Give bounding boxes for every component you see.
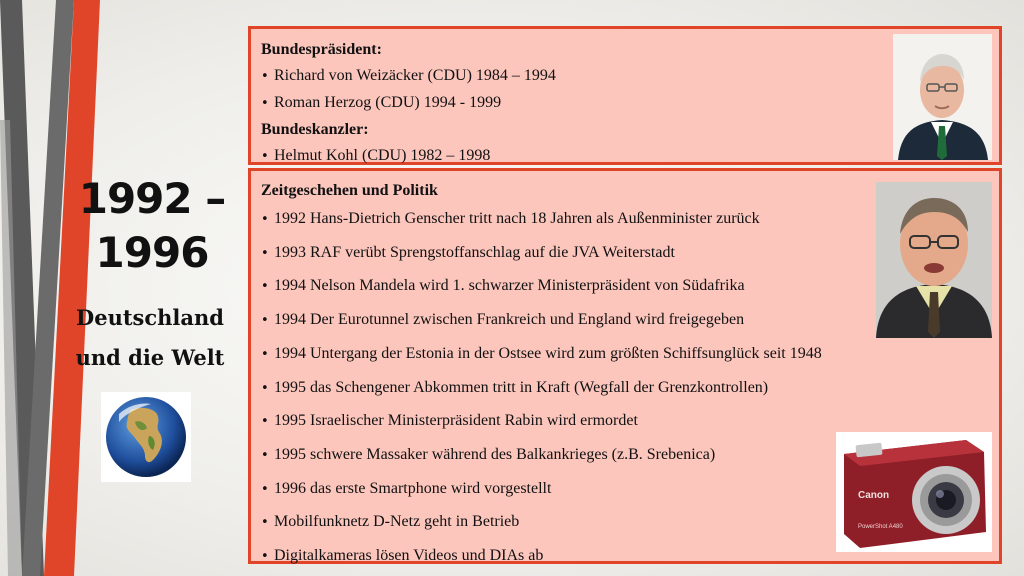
digital-camera-photo xyxy=(836,432,992,552)
list-item: • 1994 Der Eurotunnel zwischen Frankreich und England wird freigegeben xyxy=(261,304,989,338)
bullet-icon: • xyxy=(261,212,269,227)
slide-subtitle xyxy=(52,298,248,378)
list-item: • 1993 RAF verübt Sprengstoffanschlag auf die JVA Weiterstadt xyxy=(261,237,989,271)
events-heading: Zeitgeschehen und Politik xyxy=(261,182,438,199)
bullet-icon: • xyxy=(261,447,269,463)
camera-brand-label: Canon xyxy=(858,490,890,501)
bullet-icon: • xyxy=(261,414,269,430)
chancellor-heading: Bundeskanzler: xyxy=(261,121,369,138)
list-item: • 1994 Nelson Mandela wird 1. schwarzer Ministerpräsident von Südafrika xyxy=(261,270,989,304)
bullet-icon: • xyxy=(261,481,269,497)
title-line-1: 1992 – xyxy=(78,174,226,223)
list-item: • 1992 Hans-Dietrich Genscher tritt nach 18 Jahren als Außenminister zurück xyxy=(261,203,989,237)
bullet-icon: • xyxy=(261,96,269,111)
bullet-icon: • xyxy=(261,245,269,261)
decorative-stripes xyxy=(0,0,100,576)
slide-title xyxy=(62,172,242,280)
list-item: • 1995 Israelischer Ministerpräsident Rabin wird ermordet xyxy=(261,405,989,439)
subtitle-line-2: und die Welt xyxy=(75,345,225,370)
bullet-icon: • xyxy=(261,346,269,362)
bullet-icon: • xyxy=(261,279,269,295)
list-item: • 1995 das Schengener Abkommen tritt in Kraft (Wegfall der Grenzkontrollen) xyxy=(261,372,989,406)
bullet-icon: • xyxy=(261,380,269,396)
bullet-icon: • xyxy=(261,149,269,164)
list-item: • Richard von Weizäcker (CDU) 1984 – 1994 xyxy=(261,63,989,90)
subtitle-line-1: Deutschland xyxy=(76,305,224,330)
president-heading: Bundespräsident: xyxy=(261,41,382,58)
list-item: • 1995 schwere Massaker während des Balkankrieges (z.B. Srebenica) xyxy=(261,439,989,473)
list-item: • 1996 das erste Smartphone wird vorgestellt xyxy=(261,473,989,507)
list-item: • 1994 Untergang der Estonia in der Ostsee wird zum größten Schiffsunglück seit 1948 xyxy=(261,338,989,372)
bullet-icon: • xyxy=(261,313,269,329)
camera-model-label: PowerShot A480 xyxy=(858,524,903,530)
list-item: • Mobilfunknetz D-Netz geht in Betrieb xyxy=(261,506,989,540)
globe-image xyxy=(101,392,191,482)
leaders-panel xyxy=(248,26,1002,165)
title-line-2: 1996 xyxy=(95,228,209,277)
list-item: • Roman Herzog (CDU) 1994 - 1999 xyxy=(261,90,989,117)
portrait-photo-genscher xyxy=(876,182,992,338)
bullet-icon: • xyxy=(261,549,269,565)
list-item: • Digitalkameras lösen Videos und DIAs ab xyxy=(261,540,989,574)
portrait-photo-weizsaecker xyxy=(893,34,992,160)
bullet-icon: • xyxy=(261,515,269,531)
list-item: • Helmut Kohl (CDU) 1982 – 1998 xyxy=(261,143,989,170)
bullet-icon: • xyxy=(261,69,269,84)
